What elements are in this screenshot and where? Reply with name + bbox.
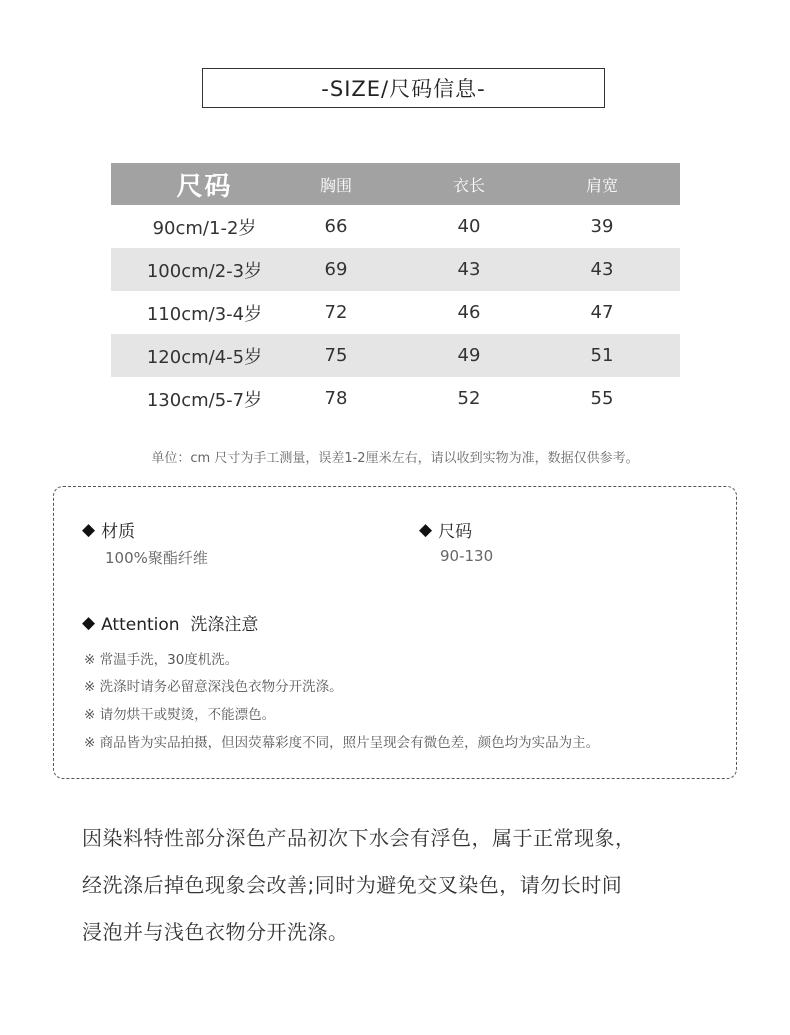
diamond-icon: ◆ <box>82 612 96 633</box>
cell-size: 110cm/3-4岁 <box>146 303 263 325</box>
table-row <box>111 334 680 377</box>
size-heading <box>419 517 472 542</box>
cell-chest: 66 <box>324 216 348 237</box>
cell-length: 46 <box>457 302 481 323</box>
cell-shoulder: 39 <box>590 216 614 237</box>
header-length: 衣长 <box>452 175 485 195</box>
care-item: ※ 请勿烘干或熨烫，不能漂色。 <box>84 707 276 723</box>
cell-size: 90cm/1-2岁 <box>152 217 257 239</box>
diamond-icon: ◆ <box>419 519 433 540</box>
footer-notice-line: 经洗涤后掉色现象会改善;同时为避免交叉染色，请勿长时间 <box>82 873 623 897</box>
size-table <box>111 163 680 420</box>
cell-chest: 69 <box>324 259 348 280</box>
attention-label: Attention 洗涤注意 <box>101 615 259 635</box>
attention-heading <box>82 610 258 635</box>
diamond-icon: ◆ <box>82 519 96 540</box>
care-item: ※ 商品皆为实品拍摄，但因荧幕彩度不同，照片呈现会有微色差，颜色均为实品为主。 <box>84 735 600 751</box>
footer-notice-line: 浸泡并与浅色衣物分开洗涤。 <box>82 920 349 944</box>
cell-shoulder: 51 <box>590 345 614 366</box>
cell-shoulder: 43 <box>590 259 614 280</box>
care-item: ※ 洗涤时请务必留意深浅色衣物分开洗涤。 <box>84 679 343 695</box>
care-item: ※ 常温手洗，30度机洗。 <box>84 652 239 668</box>
table-row <box>111 377 680 420</box>
cell-length: 52 <box>457 388 481 409</box>
header-size: 尺码 <box>176 171 233 202</box>
size-info-title: -SIZE/尺码信息- <box>202 68 605 108</box>
cell-chest: 72 <box>324 302 348 323</box>
size-value: 90-130 <box>440 547 494 565</box>
header-shoulder: 肩宽 <box>585 175 618 195</box>
size-label: 尺码 <box>438 522 473 542</box>
cell-size: 130cm/5-7岁 <box>146 389 263 411</box>
cell-length: 43 <box>457 259 481 280</box>
measurement-note: 单位：cm 尺寸为手工测量，误差1-2厘米左右，请以收到实物为准，数据仅供参考。 <box>151 451 639 466</box>
material-value: 100%聚酯纤维 <box>105 549 208 567</box>
cell-shoulder: 47 <box>590 302 614 323</box>
material-label: 材质 <box>101 522 136 542</box>
product-info-box <box>53 486 737 779</box>
cell-shoulder: 55 <box>590 388 614 409</box>
table-row <box>111 248 680 291</box>
header-chest: 胸围 <box>319 175 352 195</box>
table-header <box>111 163 680 205</box>
table-row <box>111 291 680 334</box>
material-heading <box>82 517 135 542</box>
footer-notice-line: 因染料特性部分深色产品初次下水会有浮色，属于正常现象， <box>82 826 636 850</box>
cell-chest: 78 <box>324 388 348 409</box>
cell-size: 100cm/2-3岁 <box>146 260 263 282</box>
table-row <box>111 205 680 248</box>
cell-chest: 75 <box>324 345 348 366</box>
cell-size: 120cm/4-5岁 <box>146 346 263 368</box>
cell-length: 40 <box>457 216 481 237</box>
cell-length: 49 <box>457 345 481 366</box>
